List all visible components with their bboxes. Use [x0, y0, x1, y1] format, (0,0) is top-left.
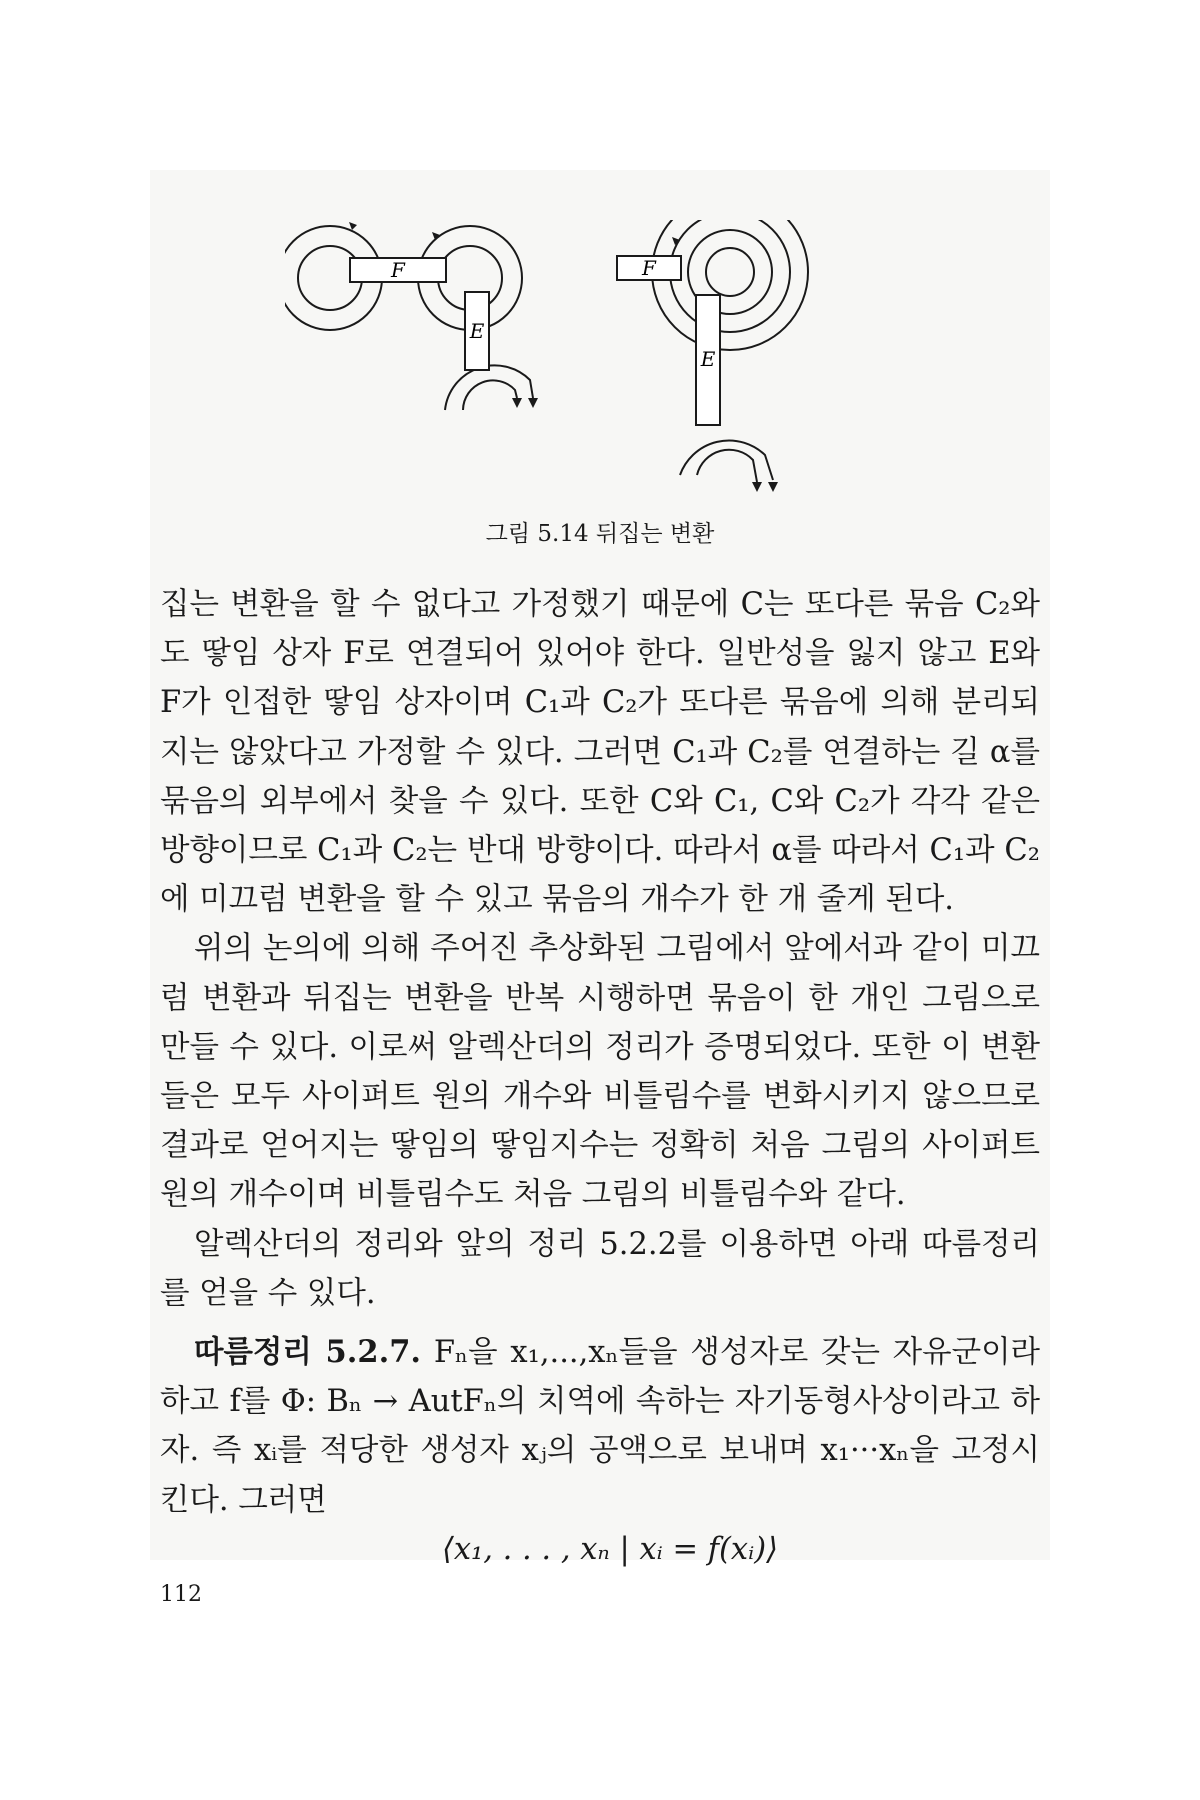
corollary-title: 따름정리 5.2.7. — [194, 1334, 422, 1371]
corollary — [160, 1328, 1040, 1525]
box-label-e-right: E — [700, 347, 716, 371]
arrowhead — [349, 222, 357, 230]
box-label-f-left: F — [391, 258, 405, 282]
formula: ⟨x₁, . . . , xₙ | xᵢ = f(xᵢ)⟩ — [441, 1531, 779, 1567]
corollary-body: Fₙ을 x₁,...,xₙ들을 생성자로 갖는 자유군이라 하고 f를 Φ: Bₙ → AutFₙ의 치역에 속하는 자기동형사상이라고 하자. 즉 xᵢ를 적당한 생성자 xⱼ의 공액으로 보내며 x₁···xₙ을 고정시킨다. 그러면 — [160, 1335, 1040, 1518]
arrowhead — [528, 398, 538, 408]
box-label-f-right: F — [642, 256, 656, 280]
right-lower-arc-inner — [697, 450, 757, 482]
arrowhead — [672, 237, 680, 245]
lower-arc-inner — [463, 380, 517, 410]
figure-5-14 — [285, 220, 885, 520]
page-number: 112 — [160, 1582, 202, 1607]
paragraph: 집는 변환을 할 수 없다고 가정했기 때문에 C는 또다른 묶음 C₂와도 땋임 상자 F로 연결되어 있어야 한다. 일반성을 잃지 않고 E와 F가 인접한 땋임 상자이며 C₁과 C₂가 또다른 묶음에 의해 분리되지는 않았다고 가정할 수 있다. 그러면 C₁과 C₂를 연결하는 길 α를 묶음의 외부에서 찾을 수 있다. 또한 C와 C₁, C와 C₂가 각각 같은 방향이므로 C₁과 C₂는 반대 방향이다. 따라서 α를 따라서 C₁과 C₂에 미끄럼 변환을 할 수 있고 묶음의 개수가 한 개 줄게 된다. — [160, 587, 1040, 918]
braid-diagram — [285, 220, 885, 520]
arrowhead — [768, 482, 778, 492]
arrowhead — [752, 482, 762, 492]
lower-arc-outer — [445, 365, 533, 410]
right-lower-arc-outer — [680, 440, 773, 480]
figure-caption: 그림 5.14 뒤집는 변환 — [485, 521, 715, 547]
box-label-e-left: E — [469, 319, 485, 343]
arrowhead — [512, 398, 522, 408]
paragraph: 위의 논의에 의해 주어진 추상화된 그림에서 앞에서과 같이 미끄럼 변환과 뒤집는 변환을 반복 시행하면 묶음이 한 개인 그림으로 만들 수 있다. 이로써 알렉산더의 정리가 증명되었다. 또한 이 변환들은 모두 사이퍼트 원의 개수와 비틀림수를 변화시키지 않으므로 결과로 얻어지는 땋임의 땋임지수는 정확히 처음 그림의 사이퍼트 원의 개수이며 비틀림수도 처음 그림의 비틀림수와 같다. — [160, 931, 1040, 1213]
concentric-circle-4 — [706, 248, 754, 296]
paragraph: 알렉산더의 정리와 앞의 정리 5.2.2를 이용하면 아래 따름정리를 얻을 수 있다. — [160, 1226, 1040, 1311]
arrowhead — [432, 232, 440, 240]
body-text — [160, 580, 1040, 1574]
